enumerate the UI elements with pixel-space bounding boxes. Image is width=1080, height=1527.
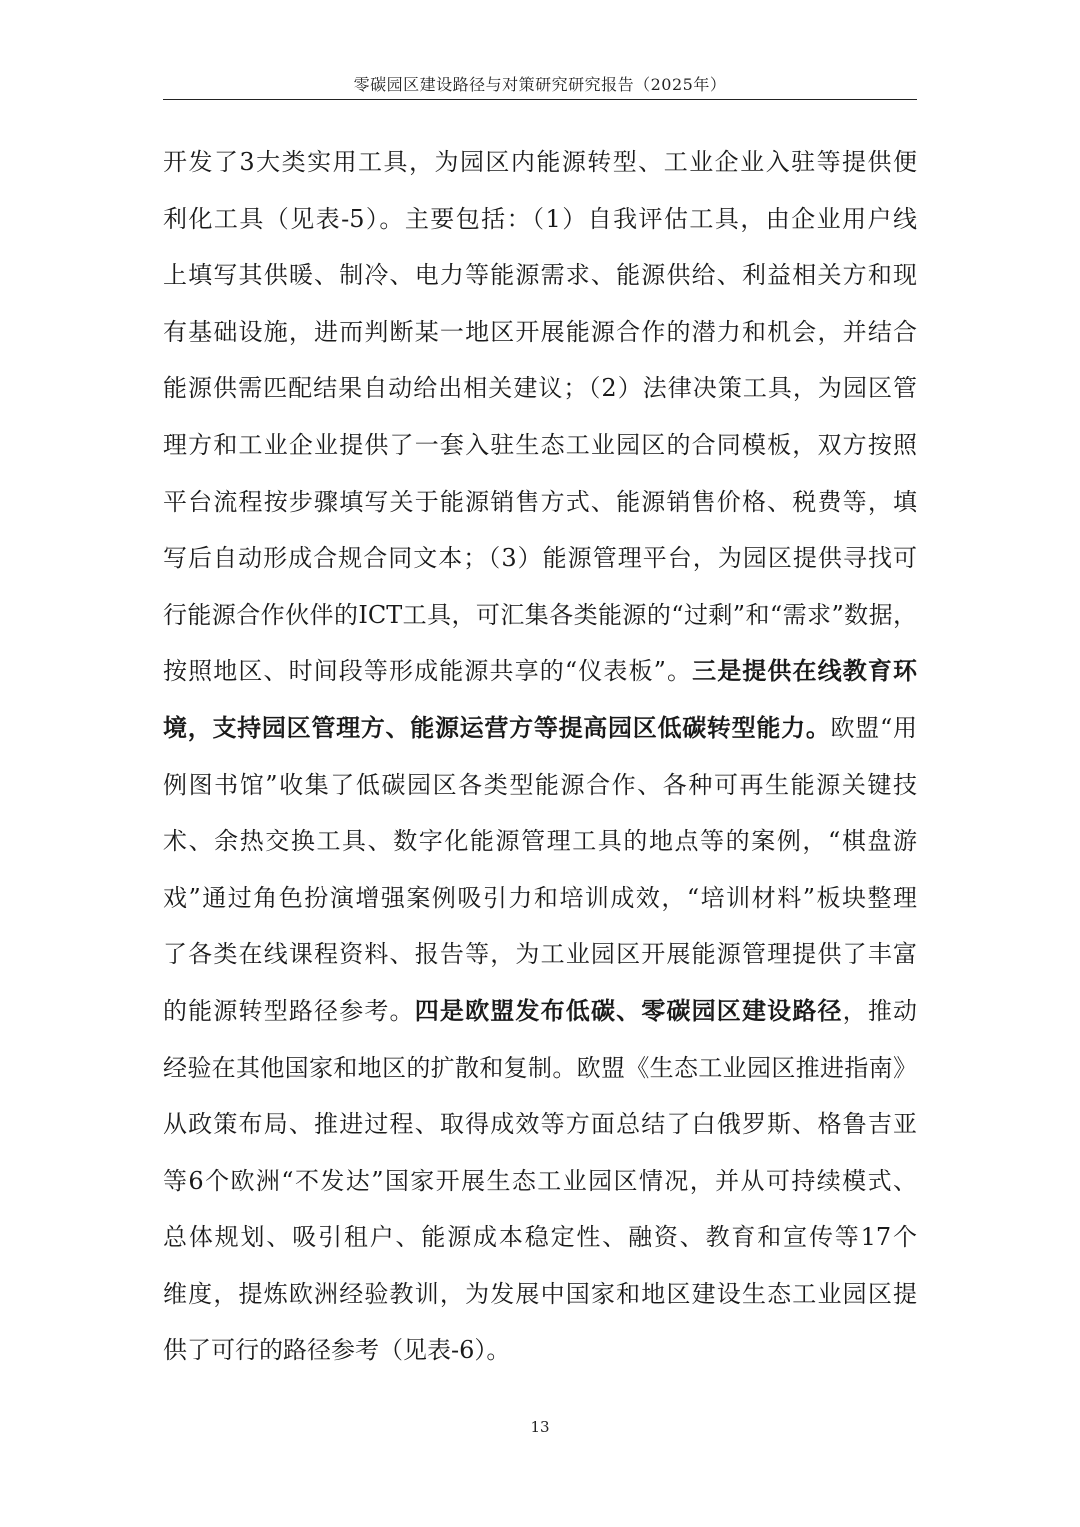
body-text: [163, 134, 917, 1379]
text-line: [163, 870, 917, 927]
text-segment: 平台流程按步骤填写关于能源销售方式、能源销售价格、税费等，填: [163, 487, 917, 516]
bold-text-segment: 四是欧盟发布低碳、零碳园区建设路径: [414, 996, 843, 1025]
text-line: [163, 1209, 917, 1266]
text-line: [163, 191, 917, 248]
text-line: [163, 587, 917, 644]
text-segment: ，推动: [842, 996, 918, 1025]
text-line: [163, 643, 917, 700]
text-line: [163, 757, 917, 814]
text-segment: 欧盟“用: [830, 713, 917, 742]
text-line: [163, 813, 917, 870]
text-line: [163, 304, 917, 361]
text-segment: 行能源合作伙伴的ICT工具，可汇集各类能源的“过剩”和“需求”数据，: [163, 600, 917, 629]
text-segment: 按照地区、时间段等形成能源共享的“仪表板”。: [163, 657, 693, 686]
text-segment: 写后自动形成合规合同文本；（3）能源管理平台，为园区提供寻找可: [163, 544, 917, 573]
text-segment: 开发了3大类实用工具，为园区内能源转型、工业企业入驻等提供便: [163, 148, 917, 176]
text-line: [163, 1096, 917, 1153]
text-line: [163, 530, 917, 587]
text-line: [163, 1153, 917, 1210]
text-line: [163, 134, 917, 191]
text-line: [163, 700, 917, 757]
text-segment: 等6个欧洲“不发达”国家开展生态工业园区情况，并从可持续模式、: [163, 1166, 917, 1195]
text-segment: 从政策布局、推进过程、取得成效等方面总结了白俄罗斯、格鲁吉亚: [163, 1110, 917, 1139]
text-segment: 术、余热交换工具、数字化能源管理工具的地点等的案例，“棋盘游: [163, 827, 917, 856]
text-segment: 的能源转型路径参考。: [163, 996, 415, 1025]
text-segment: 例图书馆”收集了低碳园区各类型能源合作、各种可再生能源关键技: [163, 770, 917, 799]
page-number: 13: [530, 1418, 550, 1436]
text-segment: 戏”通过角色扮演增强案例吸引力和培训成效，“培训材料”板块整理: [163, 883, 917, 912]
text-line: [163, 1040, 917, 1097]
text-segment: 能源供需匹配结果自动给出相关建议；（2）法律决策工具，为园区管: [163, 374, 917, 403]
running-header: 零碳园区建设路径与对策研究研究报告（2025年）: [353, 75, 727, 94]
text-segment: 上填写其供暖、制冷、电力等能源需求、能源供给、利益相关方和现: [163, 261, 917, 290]
text-segment: 有基础设施，进而判断某一地区开展能源合作的潜力和机会，并结合: [163, 317, 917, 346]
text-segment: 维度，提炼欧洲经验教训，为发展中国家和地区建设生态工业园区提: [163, 1279, 917, 1308]
text-line: [163, 983, 917, 1040]
text-line: [163, 1266, 917, 1323]
header-rule: [163, 99, 917, 100]
text-line: [163, 360, 917, 417]
text-line: [163, 417, 917, 474]
text-line: [163, 1322, 917, 1379]
text-line: [163, 926, 917, 983]
bold-text-segment: 三是提供在线教育环: [692, 657, 917, 686]
text-line: [163, 247, 917, 304]
text-segment: 总体规划、吸引租户、能源成本稳定性、融资、教育和宣传等17个: [163, 1223, 917, 1252]
text-segment: 利化工具（见表-5）。主要包括：（1）自我评估工具，由企业用户线: [163, 204, 917, 233]
text-line: [163, 474, 917, 531]
text-segment: 经验在其他国家和地区的扩散和复制。欧盟《生态工业园区推进指南》: [163, 1053, 917, 1082]
bold-text-segment: 境，支持园区管理方、能源运营方等提高园区低碳转型能力。: [163, 713, 831, 742]
text-segment: 了各类在线课程资料、报告等，为工业园区开展能源管理提供了丰富: [163, 940, 917, 969]
text-segment: 供了可行的路径参考（见表-6）。: [163, 1336, 511, 1365]
text-segment: 理方和工业企业提供了一套入驻生态工业园区的合同模板，双方按照: [163, 430, 917, 459]
